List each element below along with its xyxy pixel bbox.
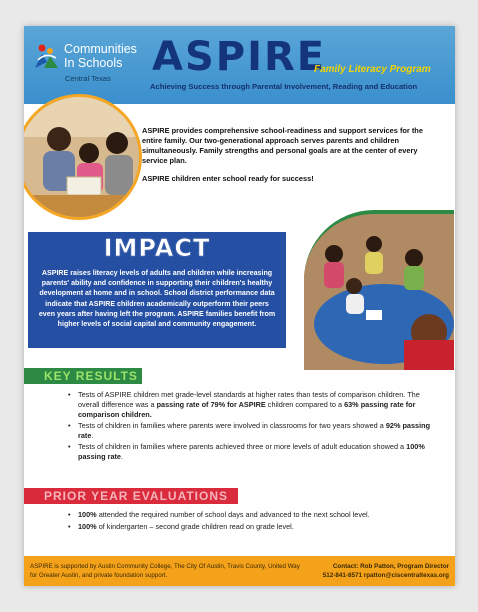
contact-details: 512-841-8571 rpatton@ciscentraltexas.org: [322, 572, 449, 579]
highlight-text: passing rate of 79% for ASPIRE: [156, 400, 266, 409]
text-span: Tests of children in families where parents were involved in classrooms for two years showed a: [78, 421, 386, 430]
text-span: .: [91, 431, 94, 440]
cis-logo: [32, 40, 152, 84]
prior-year-title: PRIOR YEAR EVALUATIONS: [44, 489, 229, 503]
text-span: children compared to a: [265, 400, 345, 409]
intro-text: [142, 126, 442, 192]
classroom-image: [304, 214, 454, 370]
intro-paragraph: ASPIRE provides comprehensive school-readiness and support services for the entire family. Our two-generational approach serves parents and children simultaneously. Family strengths and personal goals are at the center of every service plan.: [142, 126, 423, 165]
text-span: attended the required number of school days and advanced to the next school level.: [96, 510, 370, 519]
impact-body: ASPIRE raises literacy levels of adults and children while increasing parents' ability and confidence in supporting their children's healthy development at home and in school. School district performance data indicate that ASPIRE children academically outperform their peers even years after having left the program. ASPIRE families benefit from higher levels of social capital and community engagement.: [38, 269, 276, 329]
footer-band: [24, 556, 455, 586]
list-item: [68, 522, 448, 532]
logo-wordmark: [64, 42, 137, 70]
contact-name: Contact: Rob Patton, Program Director: [332, 563, 449, 570]
highlight-text: 100%: [78, 522, 97, 531]
classroom-circle-photo: [304, 210, 454, 370]
text-span: .: [121, 452, 124, 461]
footer-support: ASPIRE is supported by Austin Community College, The City Of Austin, Travis County, United Way for Greater Austin, and private foundation support.: [30, 563, 300, 579]
key-results-banner: [24, 368, 142, 384]
intro-callout: ASPIRE children enter school ready for success!: [142, 174, 314, 183]
footer-contact: [304, 562, 449, 580]
logo-region: Central Texas: [65, 74, 111, 83]
list-item: [68, 390, 438, 420]
impact-box: [28, 232, 286, 348]
prior-year-list: [68, 510, 448, 534]
impact-title: IMPACT: [103, 234, 211, 262]
highlight-text: 92% passing rate: [78, 421, 431, 440]
highlight-text: 63% passing rate for comparison children.: [78, 400, 416, 419]
logo-line1: Communities: [64, 42, 137, 56]
highlight-text: 100% passing rate: [78, 442, 425, 461]
tagline: Achieving Success through Parental Involvement, Reading and Education: [150, 82, 418, 91]
text-span: Tests of children in families where parents achieved three or more levels of adult education showed a: [78, 442, 407, 451]
family-reading-photo: [24, 94, 142, 220]
key-results-title: KEY RESULTS: [44, 369, 138, 383]
list-item: [68, 421, 438, 441]
highlight-text: 100%: [78, 510, 97, 519]
logo-line2: In Schools: [64, 56, 123, 70]
text-span: of kindergarten – second grade children read on grade level.: [96, 522, 294, 531]
flyer-page: [24, 26, 455, 586]
key-results-list: [68, 390, 438, 463]
family-reading-image: [24, 97, 139, 217]
list-item: [68, 510, 448, 520]
text-span: Tests of ASPIRE children met grade-level standards at higher rates than tests of comparison children. The overall difference was a: [78, 390, 420, 409]
program-name: Family Literacy Program: [314, 64, 431, 75]
prior-year-banner: [24, 488, 238, 504]
page-title: ASPIRE: [152, 34, 327, 80]
list-item: [68, 442, 438, 462]
cis-logo-icon: [32, 42, 62, 72]
header-band: [24, 26, 455, 104]
